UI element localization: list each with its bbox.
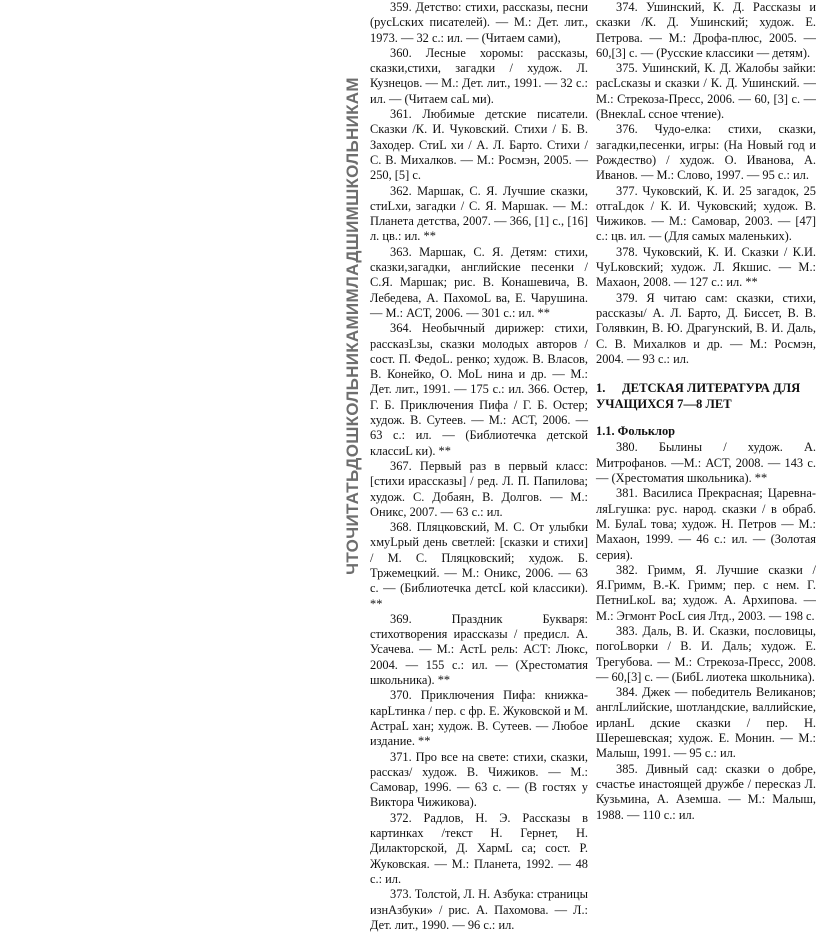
bibliography-entry: 369. Праздник Букваря: стихотворения ирассказы / предисл. А. Усачева. — М.: АстL рель: АСТ: Люкс, 2004. — 155 с.: ил. — (Хрестоматия школьника). ** (370, 611, 588, 688)
bibliography-entry: 384. Джек — победитель Великанов; англLлийские, шотландские, валлийские, ирланL дские сказки / пер. Н. Шерешевская; худож. Е. Монин. — М.: Малыш, 1991. — 95 с.: ил. (596, 685, 816, 761)
bibliography-entry: 377. Чуковский, К. И. 25 загадок, 25 отгаLдок / К. И. Чуковский; худож. В. Чижиков. — М.: Самовар, 2003. — [47] с.: цв. ил. — (Для самых маленьких). (596, 183, 816, 244)
left-column (370, 0, 588, 932)
bibliography-entry: 360. Лесные хоромы: рассказы, сказки,стихи, загадки / худож. Л. Кузнецов. — М.: Дет. лит., 1991. — 32 с.: ил. — (Читаем саL ми). (370, 45, 588, 106)
bibliography-entry: 364. Необычный дирижер: стихи, рассказLзы, сказки молодых авторов / сост. П. ФедоL. ренко; худож. В. Власов, В. Конейко, О. МоL нина и др. — М.: Дет. лит., 1991. — 175 с.: ил. 366. Остер, Г. Б. Приключения Пифа / Г. Б. Остер; худож. В. Сутеев. — М.: АСТ, 2006. — 63 с.: ил. — (Библиотечка детской классиL ки). ** (370, 321, 588, 458)
bibliography-entry: 379. Я читаю сам: сказки, стихи, рассказы/ А. Л. Барто, Д. Биссет, В. В. Голявкин, В. Ю. Драгунский, В. И. Даль, С. В. Михалков и др. — М.: Росмэн, 2004. — 93 с.: ил. (596, 290, 816, 366)
bibliography-entry: 370. Приключения Пифа: книжка-карLтинка / пер. с фр. Е. Жуковской и М. АстраL хан; худож. В. Сутеев. — Любое издание. ** (370, 688, 588, 749)
section-title: ДЕТСКАЯ ЛИТЕРАТУРА ДЛЯ УЧАЩИХСЯ 7—8 ЛЕТ (596, 381, 801, 411)
side-banner (336, 0, 370, 651)
right-column (596, 0, 816, 822)
section-heading (596, 381, 816, 412)
bibliography-entry: 385. Дивный сад: сказки о добре, счастье инастоящей дружбе / пересказ Л. Кузьмина, А. Аземша. — М.: Малыш, 1988. — 110 с.: ил. (596, 761, 816, 822)
bibliography-entry: 362. Маршак, С. Я. Лучшие сказки, стиLхи, загадки / С. Я. Маршак. — М.: Планета детства, 2007. — 366, [1] с., [16] л. цв.: ил. ** (370, 183, 588, 244)
bibliography-entry: 373. Толстой, Л. Н. Азбука: страницы изнАзбуки» / рис. А. Пахомова. — Л.: Дет. лит., 1990. — 96 с.: ил. (370, 887, 588, 932)
bibliography-entry: 376. Чудо-елка: стихи, сказки, загадки,песенки, игры: (На Новый год и Рождество) / худож. О. Иванова, А. Иванов. — М.: Слово, 1997. — 95 с.: ил. (596, 122, 816, 183)
bibliography-entry: 371. Про все на свете: стихи, сказки, рассказ/ худож. В. Чижиков. — М.: Самовар, 1996. — 63 с. — (В гостях у Виктора Чижикова). (370, 749, 588, 810)
section-number: 1. (596, 381, 606, 396)
bibliography-entry: 361. Любимые детские писатели. Сказки /К. И. Чуковский. Стихи / Б. В. Заходер. СтиL хи / А. Л. Барто. Стихи / С. В. Михалков. — М.: Росмэн, 2005. — 250, [5] с. (370, 107, 588, 183)
side-banner-text: ЧТОЧИТАТЬДОШКОЛЬНИКАМИМЛАДШИМШКОЛЬНИКАМ (343, 76, 363, 575)
subsection-heading: 1.1. Фольклор (596, 424, 676, 439)
bibliography-entry: 380. Былины / худож. А. Митрофанов. —М.: АСТ, 2008. — 143 с. — (Хрестоматия школьника). ** (596, 440, 816, 486)
bibliography-entry: 378. Чуковский, К. И. Сказки / К.И. ЧуLковский; худож. Л. Якшис. — М.: Махаон, 2008. — 127 с.: ил. ** (596, 244, 816, 290)
bibliography-entry: 383. Даль, В. И. Сказки, пословицы, погоLворки / В. И. Даль; худож. Е. Трегубова. — М.: Стрекоза-Пресс, 2008. — 60,[3] с. — (БибL лиотека школьника). (596, 623, 816, 684)
bibliography-entry: 374. Ушинский, К. Д. Рассказы и сказки /К. Д. Ушинский; худож. Е. Петрова. — М.: Дрофа-плюс, 2005. — 60,[3] с. — (Русские классики — детям). (596, 0, 816, 60)
bibliography-entry: 382. Гримм, Я. Лучшие сказки / Я.Гримм, В.-К. Гримм; пер. с нем. Г. ПетниLкоL ва; худож. А. Архипова. — М.: Эгмонт РосL сия Лтд., 2003. — 198 с. (596, 562, 816, 623)
bibliography-entry: 368. Пляцковский, М. С. От улыбки хмуLрый день светлей: [сказки и стихи] / М. С. Пляцковский; худож. Б. Тржемецкий. — М.: Оникс, 2006. — 63 с. — (Библиотечка детсL кой классики). ** (370, 520, 588, 611)
bibliography-entry: 367. Первый раз в первый класс: [стихи ирассказы] / ред. Л. П. Папилова; худож. С. Добаян, В. Долгов. — М.: Оникс, 2007. — 63 с.: ил. (370, 458, 588, 519)
bibliography-entry: 381. Василиса Прекрасная; Царевна-ляLгушка: рус. народ. сказки / в обраб. М. БулаL това; худож. Н. Петров — М.: Махаон, 1999. — 46 с.: ил. — (Золотая серия). (596, 486, 816, 562)
bibliography-entry: 359. Детство: стихи, рассказы, песни (русLских писателей). — М.: Дет. лит., 1973. — 32 с.: ил. — (Читаем сами), (370, 0, 588, 45)
bibliography-entry: 372. Радлов, Н. Э. Рассказы в картинках /текст Н. Гернет, Н. Дилакторской, Д. ХармL са; сост. Р. Жуковская. — М.: Планета, 1992. — 48 с.: ил. (370, 810, 588, 886)
bibliography-entry: 375. Ушинский, К. Д. Жалобы зайки: расLсказы и сказки / К. Д. Ушинский. — М.: Стрекоза-Пресс, 2006. — 60, [3] с. — (ВнеклаL ссное чтение). (596, 61, 816, 122)
bibliography-entry: 363. Маршак, С. Я. Детям: стихи, сказки,загадки, английские песенки / С.Я. Маршак; рис. В. Конашевича, В. Лебедева, А. ПахомоL ва, Е. Чарушина. — М.: АСТ, 2006. — 301 с.: ил. ** (370, 244, 588, 320)
